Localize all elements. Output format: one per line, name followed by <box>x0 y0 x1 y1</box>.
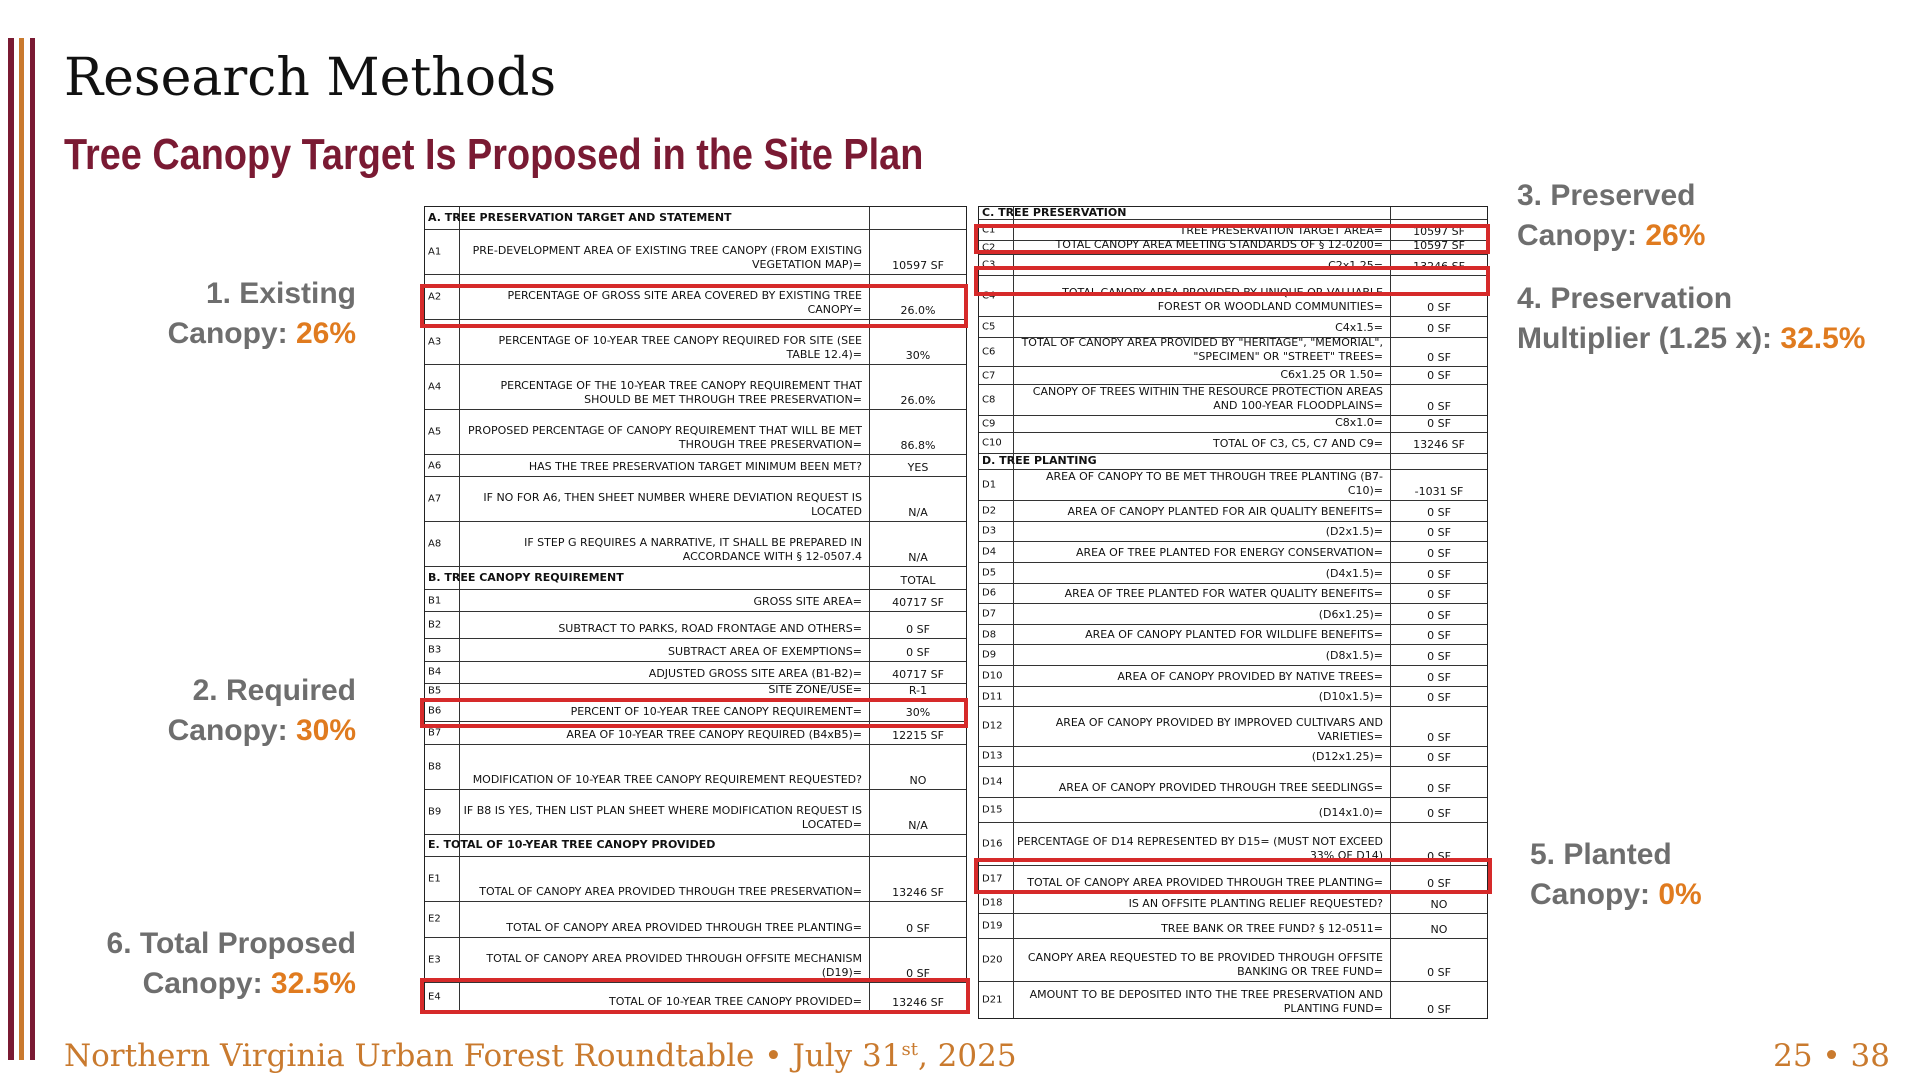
callout-label: Canopy: <box>1517 219 1646 252</box>
row-description: TOTAL OF CANOPY AREA PROVIDED THROUGH OFFSITE MECHANISM (D19)= <box>486 951 862 979</box>
row-value: 0 SF <box>1427 1002 1451 1016</box>
row-value: 0 SF <box>1427 806 1451 820</box>
row-value: 0 SF <box>906 645 930 659</box>
row-value: 13246 SF <box>892 995 944 1009</box>
row-description: A. TREE PRESERVATION TARGET AND STATEMENT <box>428 210 732 224</box>
row-value: 0 SF <box>1427 416 1451 430</box>
form-row <box>979 797 1487 822</box>
row-description: CANOPY OF TREES WITHIN THE RESOURCE PROTECTION AREAS AND 100-YEAR FLOODPLAINS= <box>1032 385 1383 413</box>
row-description: MODIFICATION OF 10-YEAR TREE CANOPY REQUIREMENT REQUESTED? <box>472 772 862 786</box>
callout-line: 1. Existing <box>205 277 356 310</box>
row-code: B7 <box>428 727 442 739</box>
row-value: 26.0% <box>900 304 936 318</box>
form-row <box>425 364 966 409</box>
row-code: D11 <box>982 691 1003 703</box>
form-row <box>425 409 966 454</box>
row-code: D13 <box>982 750 1003 762</box>
row-description: SUBTRACT TO PARKS, ROAD FRONTAGE AND OTHERS= <box>558 622 862 636</box>
form-row <box>979 384 1487 415</box>
callout-line: 4. Preservation <box>1517 282 1733 315</box>
row-description: C. TREE PRESERVATION <box>982 205 1127 219</box>
row-value: 0 SF <box>906 623 930 637</box>
row-code: D10 <box>982 670 1003 682</box>
row-description: AREA OF CANOPY PLANTED FOR AIR QUALITY BENEFITS= <box>1067 504 1383 518</box>
row-code: C8 <box>982 394 996 406</box>
row-value: 0 SF <box>1427 505 1451 519</box>
row-value: YES <box>907 461 929 475</box>
row-value: 0 SF <box>1427 751 1451 765</box>
row-description: TOTAL OF 10-YEAR TREE CANOPY PROVIDED= <box>609 994 862 1008</box>
row-value: 0 SF <box>906 921 930 935</box>
form-row <box>425 589 966 611</box>
row-value: R-1 <box>908 683 928 697</box>
row-code: C5 <box>982 321 996 333</box>
highlight-c1 <box>974 224 1490 254</box>
form-row <box>425 937 966 982</box>
form-row <box>979 366 1487 385</box>
form-row <box>979 938 1487 981</box>
callout-label: Canopy: <box>167 714 296 747</box>
form-row <box>979 583 1487 604</box>
row-description: AREA OF 10-YEAR TREE CANOPY REQUIRED (B4xB5)= <box>566 727 862 741</box>
form-row <box>979 316 1487 337</box>
row-description: PERCENTAGE OF THE 10-YEAR TREE CANOPY REQUIREMENT THAT SHOULD BE MET THROUGH TREE PRESERVATION= <box>500 379 862 407</box>
form-row <box>425 229 966 274</box>
callout-label: Canopy: <box>1530 878 1659 911</box>
form-row <box>979 644 1487 665</box>
row-value: 0 SF <box>1427 588 1451 602</box>
form-row <box>425 521 966 566</box>
row-value: 0 SF <box>1427 650 1451 664</box>
footer-text: Northern Virginia Urban Forest Roundtable • July 31 <box>64 1038 902 1074</box>
form-row <box>979 981 1487 1018</box>
row-value: 10597 SF <box>1413 225 1465 238</box>
callout-line: 2. Required <box>192 674 356 707</box>
row-description: TOTAL CANOPY AREA MEETING STANDARDS OF § 12-0200= <box>1055 238 1383 252</box>
form-row <box>425 683 966 699</box>
row-value: 0 SF <box>1427 350 1451 364</box>
row-value: 30% <box>905 706 931 720</box>
row-code: B1 <box>428 595 442 606</box>
row-description: ADJUSTED GROSS SITE AREA (B1-B2)= <box>648 667 862 681</box>
form-row <box>425 744 966 789</box>
form-row <box>979 603 1487 624</box>
row-code: D3 <box>982 525 997 537</box>
form-row <box>979 415 1487 432</box>
row-value: 40717 SF <box>892 596 944 610</box>
row-value <box>1391 454 1487 470</box>
row-code: E4 <box>428 991 441 1003</box>
form-row <box>979 624 1487 645</box>
row-code: D6 <box>982 587 997 599</box>
form-row <box>979 453 1487 470</box>
row-value: 26.0% <box>900 394 936 408</box>
row-code: A2 <box>428 291 442 303</box>
row-description: HAS THE TREE PRESERVATION TARGET MINIMUM BEEN MET? <box>528 460 862 474</box>
row-description: D. TREE PLANTING <box>982 453 1097 467</box>
row-value: -1031 SF <box>1414 485 1464 499</box>
row-value: 0 SF <box>906 966 930 980</box>
form-row <box>979 913 1487 938</box>
row-code: A5 <box>428 426 442 438</box>
row-value: NO <box>1430 897 1448 911</box>
row-code: D14 <box>982 776 1003 788</box>
callout-line: 5. Planted <box>1530 838 1672 871</box>
callout-label: Multiplier (1.25 x): <box>1517 322 1781 355</box>
row-description: (D14x1.0)= <box>1318 805 1383 819</box>
callout-value: 26% <box>1645 219 1706 252</box>
row-description: TOTAL OF CANOPY AREA PROVIDED THROUGH TREE PLANTING= <box>506 920 862 934</box>
row-value: 0 SF <box>1427 321 1451 335</box>
callout-label: Canopy: <box>142 967 271 1000</box>
row-value: 0 SF <box>1427 691 1451 705</box>
form-row <box>979 521 1487 542</box>
row-value: 0 SF <box>1427 730 1451 744</box>
form-row <box>979 500 1487 521</box>
form-row <box>425 611 966 638</box>
callout-value: 30% <box>295 714 356 747</box>
highlight-c3 <box>974 266 1490 296</box>
callout-value: 26% <box>295 317 356 350</box>
callout-required-canopy <box>168 671 356 751</box>
row-description: PERCENTAGE OF GROSS SITE AREA COVERED BY EXISTING TREE CANOPY= <box>507 289 862 317</box>
row-description: PROPOSED PERCENTAGE OF CANOPY REQUIREMENT THAT WILL BE MET THROUGH TREE PRESERVATION= <box>468 424 862 452</box>
row-value: 0 SF <box>1427 629 1451 643</box>
callout-total-proposed-canopy <box>107 924 356 1004</box>
row-description: (D12x1.25)= <box>1311 750 1383 764</box>
row-code: E2 <box>428 913 441 925</box>
row-description: C8x1.0= <box>1335 415 1383 429</box>
form-row <box>425 834 966 856</box>
row-description: CANOPY AREA REQUESTED TO BE PROVIDED THROUGH OFFSITE BANKING OR TREE FUND= <box>1027 950 1383 978</box>
row-value: 12215 SF <box>892 728 944 742</box>
callout-value: 32.5% <box>1780 322 1866 355</box>
form-row <box>425 789 966 834</box>
form-row <box>425 476 966 521</box>
decorative-bar <box>30 38 35 1060</box>
decorative-bar <box>19 38 24 1060</box>
row-description: GROSS SITE AREA= <box>753 595 862 609</box>
row-code: A7 <box>428 493 442 505</box>
row-description: AREA OF TREE PLANTED FOR ENERGY CONSERVATION= <box>1076 545 1383 559</box>
highlight-e4 <box>420 978 970 1014</box>
row-value: 0 SF <box>1427 670 1451 684</box>
row-value: 0 SF <box>1427 567 1451 581</box>
row-value: TOTAL <box>900 573 936 587</box>
row-code: D9 <box>982 649 997 661</box>
row-description: AREA OF CANOPY PROVIDED THROUGH TREE SEEDLINGS= <box>1058 781 1383 795</box>
row-code: C9 <box>982 418 996 430</box>
row-description: C2x1.25= <box>1328 259 1383 273</box>
row-code: E1 <box>428 873 441 885</box>
row-description: AREA OF CANOPY PROVIDED BY NATIVE TREES= <box>1117 669 1383 683</box>
row-description: C6x1.25 OR 1.50= <box>1280 368 1383 382</box>
row-description: AREA OF CANOPY PLANTED FOR WILDLIFE BENEFITS= <box>1085 628 1383 642</box>
page-title: Research Methods <box>64 48 557 108</box>
row-code: B5 <box>428 685 442 697</box>
row-code: D12 <box>982 720 1003 732</box>
row-code: D21 <box>982 994 1003 1006</box>
row-description: IF STEP G REQUIRES A NARRATIVE, IT SHALL BE PREPARED IN ACCORDANCE WITH § 12-0507.4 <box>524 536 862 564</box>
row-code: A1 <box>428 246 442 258</box>
row-code: A3 <box>428 336 442 348</box>
page-subtitle: Tree Canopy Target Is Proposed in the Site Plan <box>64 130 924 179</box>
highlight-d17 <box>974 858 1492 894</box>
callout-line: 6. Total Proposed <box>106 927 356 960</box>
decorative-bar <box>8 38 14 1060</box>
row-code: D16 <box>982 838 1003 850</box>
row-value: N/A <box>908 818 928 832</box>
row-description: (D4x1.5)= <box>1325 566 1383 580</box>
row-code: E3 <box>428 954 441 966</box>
row-value <box>870 835 966 856</box>
form-row <box>425 901 966 937</box>
form-row <box>425 207 966 229</box>
footer-event <box>64 1038 1017 1074</box>
row-value: 40717 SF <box>892 668 944 682</box>
row-value: N/A <box>908 551 928 565</box>
callout-preserved-canopy <box>1517 176 1705 256</box>
row-description: SITE ZONE/USE= <box>768 682 862 696</box>
form-row <box>979 665 1487 686</box>
row-code: D20 <box>982 954 1003 966</box>
row-description: C4x1.5= <box>1335 320 1383 334</box>
row-code: C6 <box>982 346 996 358</box>
row-description: TOTAL CANOPY AREA PROVIDED BY UNIQUE OR VALUABLE FOREST OR WOODLAND COMMUNITIES= <box>1062 286 1383 314</box>
row-code: C7 <box>982 370 996 382</box>
row-code: B8 <box>428 761 442 773</box>
callout-existing-canopy <box>168 274 356 354</box>
row-code: D2 <box>982 505 997 517</box>
form-row <box>425 566 966 588</box>
row-value: 0 SF <box>1427 877 1451 891</box>
row-description: PERCENT OF 10-YEAR TREE CANOPY REQUIREMENT= <box>570 705 862 719</box>
row-code: D8 <box>982 629 997 641</box>
row-value: 13246 SF <box>892 885 944 899</box>
row-code: B9 <box>428 806 442 818</box>
row-description: TREE BANK OR TREE FUND? § 12-0511= <box>1161 921 1383 935</box>
form-row <box>979 766 1487 797</box>
row-code: B4 <box>428 666 442 678</box>
row-value: 13246 SF <box>1413 437 1465 451</box>
callout-label: Canopy: <box>167 317 296 350</box>
row-value: 0 SF <box>1427 526 1451 540</box>
form-row <box>425 856 966 901</box>
row-value: 0 SF <box>1427 850 1451 864</box>
row-description: TOTAL OF CANOPY AREA PROVIDED THROUGH TREE PRESERVATION= <box>479 884 862 898</box>
row-description: AREA OF TREE PLANTED FOR WATER QUALITY BENEFITS= <box>1064 587 1383 601</box>
row-value: 10597 SF <box>892 259 944 273</box>
row-code: C4 <box>982 290 996 302</box>
row-code: C2 <box>982 242 996 254</box>
callout-value: 0% <box>1658 878 1702 911</box>
row-code: D18 <box>982 897 1003 909</box>
form-row <box>979 892 1487 913</box>
footer-superscript: st <box>901 1038 918 1060</box>
row-code: D1 <box>982 479 997 491</box>
row-code: C10 <box>982 437 1002 449</box>
row-code: A4 <box>428 381 442 393</box>
row-value: 0 SF <box>1427 608 1451 622</box>
row-description: (D2x1.5)= <box>1325 525 1383 539</box>
row-description: TOTAL OF CANOPY AREA PROVIDED BY "HERITAGE", "MEMORIAL", "SPECIMEN" OR "STREET" TREES= <box>1021 335 1383 363</box>
row-value: 0 SF <box>1427 301 1451 315</box>
row-value <box>1391 207 1487 219</box>
row-code: D19 <box>982 920 1003 932</box>
row-value: 30% <box>905 349 931 363</box>
footer-text-end: , 2025 <box>917 1038 1017 1074</box>
row-description: E. TOTAL OF 10-YEAR TREE CANOPY PROVIDED <box>428 837 716 851</box>
form-row <box>979 541 1487 562</box>
highlight-a2 <box>420 284 968 328</box>
row-code: B3 <box>428 644 442 656</box>
row-code: B6 <box>428 705 442 717</box>
callout-line: 3. Preserved <box>1517 179 1696 212</box>
row-code: D17 <box>982 873 1003 885</box>
row-code: C3 <box>982 259 996 271</box>
row-code: D5 <box>982 567 997 579</box>
highlight-b6 <box>420 698 968 728</box>
row-description: IF B8 IS YES, THEN LIST PLAN SHEET WHERE MODIFICATION REQUEST IS LOCATED= <box>463 803 862 831</box>
row-description: SUBTRACT AREA OF EXEMPTIONS= <box>668 644 862 658</box>
row-value: NO <box>1430 922 1448 936</box>
row-description: AMOUNT TO BE DEPOSITED INTO THE TREE PRESERVATION AND PLANTING FUND= <box>1029 987 1383 1015</box>
row-code: A6 <box>428 460 442 472</box>
row-description: PRE-DEVELOPMENT AREA OF EXISTING TREE CANOPY (FROM EXISTING VEGETATION MAP)= <box>472 244 862 272</box>
form-row <box>979 562 1487 583</box>
form-row <box>979 746 1487 767</box>
row-value: 10597 SF <box>1413 239 1465 253</box>
row-description: PERCENTAGE OF 10-YEAR TREE CANOPY REQUIRED FOR SITE (SEE TABLE 12.4)= <box>498 334 862 362</box>
form-row <box>425 638 966 660</box>
row-value: 0 SF <box>1427 369 1451 383</box>
row-description: AREA OF CANOPY TO BE MET THROUGH TREE PLANTING (B7-C10)= <box>1045 470 1383 498</box>
form-row <box>979 686 1487 707</box>
callout-preservation-multiplier <box>1517 279 1865 359</box>
row-description: TOTAL OF CANOPY AREA PROVIDED THROUGH TREE PLANTING= <box>1027 876 1383 890</box>
form-row <box>425 661 966 683</box>
row-value: 0 SF <box>1427 965 1451 979</box>
form-row <box>979 469 1487 500</box>
row-value: 0 SF <box>1427 546 1451 560</box>
row-description: TREE PRESERVATION TARGET AREA= <box>1179 224 1383 237</box>
form-row <box>425 454 966 476</box>
row-value: 86.8% <box>900 439 936 453</box>
row-code: B2 <box>428 619 442 631</box>
form-row <box>979 207 1487 219</box>
canopy-worksheet-right <box>978 206 1488 1019</box>
row-code: A8 <box>428 538 442 550</box>
form-row <box>979 432 1487 453</box>
row-value: 0 SF <box>1427 782 1451 796</box>
page-number: 25 • 38 <box>1773 1038 1890 1074</box>
row-code: D7 <box>982 608 997 620</box>
row-description: AREA OF CANOPY PROVIDED BY IMPROVED CULTIVARS AND VARIETIES= <box>1055 715 1383 743</box>
row-code: D15 <box>982 804 1003 816</box>
callout-value: 32.5% <box>270 967 356 1000</box>
row-description: PERCENTAGE OF D14 REPRESENTED BY D15= (MUST NOT EXCEED 33% OF D14) <box>1017 835 1383 863</box>
row-value: 0 SF <box>1427 400 1451 414</box>
form-row <box>979 337 1487 366</box>
row-code: C1 <box>982 224 996 236</box>
row-code: D4 <box>982 546 997 558</box>
row-value: 13246 SF <box>1413 260 1465 274</box>
row-description: (D8x1.5)= <box>1325 649 1383 663</box>
row-description: (D10x1.5)= <box>1318 690 1383 704</box>
callout-planted-canopy <box>1530 835 1702 915</box>
row-description: IS AN OFFSITE PLANTING RELIEF REQUESTED? <box>1128 896 1383 910</box>
row-description: B. TREE CANOPY REQUIREMENT <box>428 570 624 584</box>
row-description: TOTAL OF C3, C5, C7 AND C9= <box>1212 436 1383 450</box>
row-value <box>870 207 966 229</box>
row-value: N/A <box>908 506 928 520</box>
form-row <box>979 706 1487 745</box>
row-description: IF NO FOR A6, THEN SHEET NUMBER WHERE DEVIATION REQUEST IS LOCATED <box>483 491 862 519</box>
row-description: (D6x1.25)= <box>1318 607 1383 621</box>
row-value: NO <box>909 773 927 787</box>
